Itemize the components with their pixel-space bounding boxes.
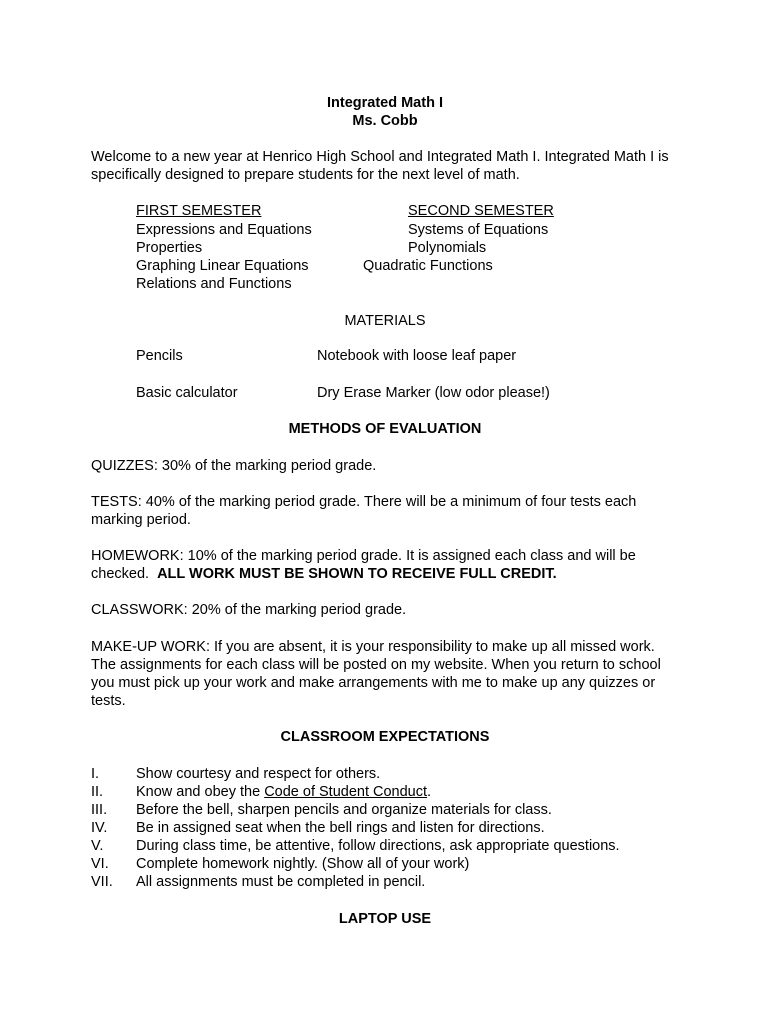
classwork-text: CLASSWORK: 20% of the marking period grade. xyxy=(91,602,407,618)
homework-block xyxy=(91,547,671,583)
expectation-number: I. xyxy=(91,766,100,782)
expectations-heading: CLASSROOM EXPECTATIONS xyxy=(280,729,490,745)
homework-text: HOMEWORK: 10% of the marking period grade. It is assigned each class and will be checked. xyxy=(91,548,636,582)
expectation-text: Before the bell, sharpen pencils and organize materials for class. xyxy=(136,802,552,818)
expectation-number: V. xyxy=(91,838,104,854)
evaluation-heading: METHODS OF EVALUATION xyxy=(288,421,482,437)
material-item: Basic calculator xyxy=(136,385,238,401)
first-semester-heading: FIRST SEMESTER xyxy=(136,203,262,219)
expectation-text-pre: Know and obey the xyxy=(136,784,265,800)
expectation-text: All assignments must be completed in pencil. xyxy=(136,874,426,890)
laptop-use-heading: LAPTOP USE xyxy=(338,911,432,927)
material-item: Notebook with loose leaf paper xyxy=(317,348,517,364)
expectation-number: IV. xyxy=(91,820,108,836)
materials-heading: MATERIALS xyxy=(344,313,426,329)
expectation-number: III. xyxy=(91,802,108,818)
material-item: Pencils xyxy=(136,348,183,364)
expectation-text: Show courtesy and respect for others. xyxy=(136,766,381,782)
expectation-text xyxy=(136,783,431,801)
first-semester-topic: Expressions and Equations xyxy=(136,222,312,238)
quizzes-text: QUIZZES: 30% of the marking period grade. xyxy=(91,458,377,474)
material-item: Dry Erase Marker (low odor please!) xyxy=(317,385,550,401)
expectation-text: Be in assigned seat when the bell rings and listen for directions. xyxy=(136,820,545,836)
intro-paragraph: Welcome to a new year at Henrico High School and Integrated Math I. Integrated Math I is specifically designed to prepare students for the next level of math. xyxy=(91,149,669,183)
first-semester-topic: Properties xyxy=(136,240,203,256)
second-semester-topic: Polynomials xyxy=(408,240,487,256)
homework-emphasis: ALL WORK MUST BE SHOWN TO RECEIVE FULL CREDIT. xyxy=(157,566,557,582)
second-semester-heading: SECOND SEMESTER xyxy=(408,203,554,219)
teacher-name: Ms. Cobb xyxy=(352,113,418,129)
expectation-text: During class time, be attentive, follow directions, ask appropriate questions. xyxy=(136,838,620,854)
second-semester-topic: Quadratic Functions xyxy=(363,258,493,274)
expectation-number: VI. xyxy=(91,856,109,872)
code-of-student-conduct-link[interactable]: Code of Student Conduct xyxy=(264,784,428,800)
first-semester-topic: Graphing Linear Equations xyxy=(136,258,309,274)
makeup-text: MAKE-UP WORK: If you are absent, it is your responsibility to make up all missed work. The assignments for each class will be posted on my website. When you return to school you must pick up your work and make arrangements with me to make up any quizzes or tests. xyxy=(91,639,661,709)
course-title: Integrated Math I xyxy=(326,95,443,111)
expectation-number: VII. xyxy=(91,874,113,890)
expectation-text-post: . xyxy=(427,784,432,800)
expectation-number: II. xyxy=(91,784,104,800)
first-semester-topic: Relations and Functions xyxy=(136,276,292,292)
tests-text: TESTS: 40% of the marking period grade. There will be a minimum of four tests each marking period. xyxy=(91,494,637,528)
second-semester-topic: Systems of Equations xyxy=(408,222,549,238)
expectation-text: Complete homework nightly. (Show all of your work) xyxy=(136,856,470,872)
